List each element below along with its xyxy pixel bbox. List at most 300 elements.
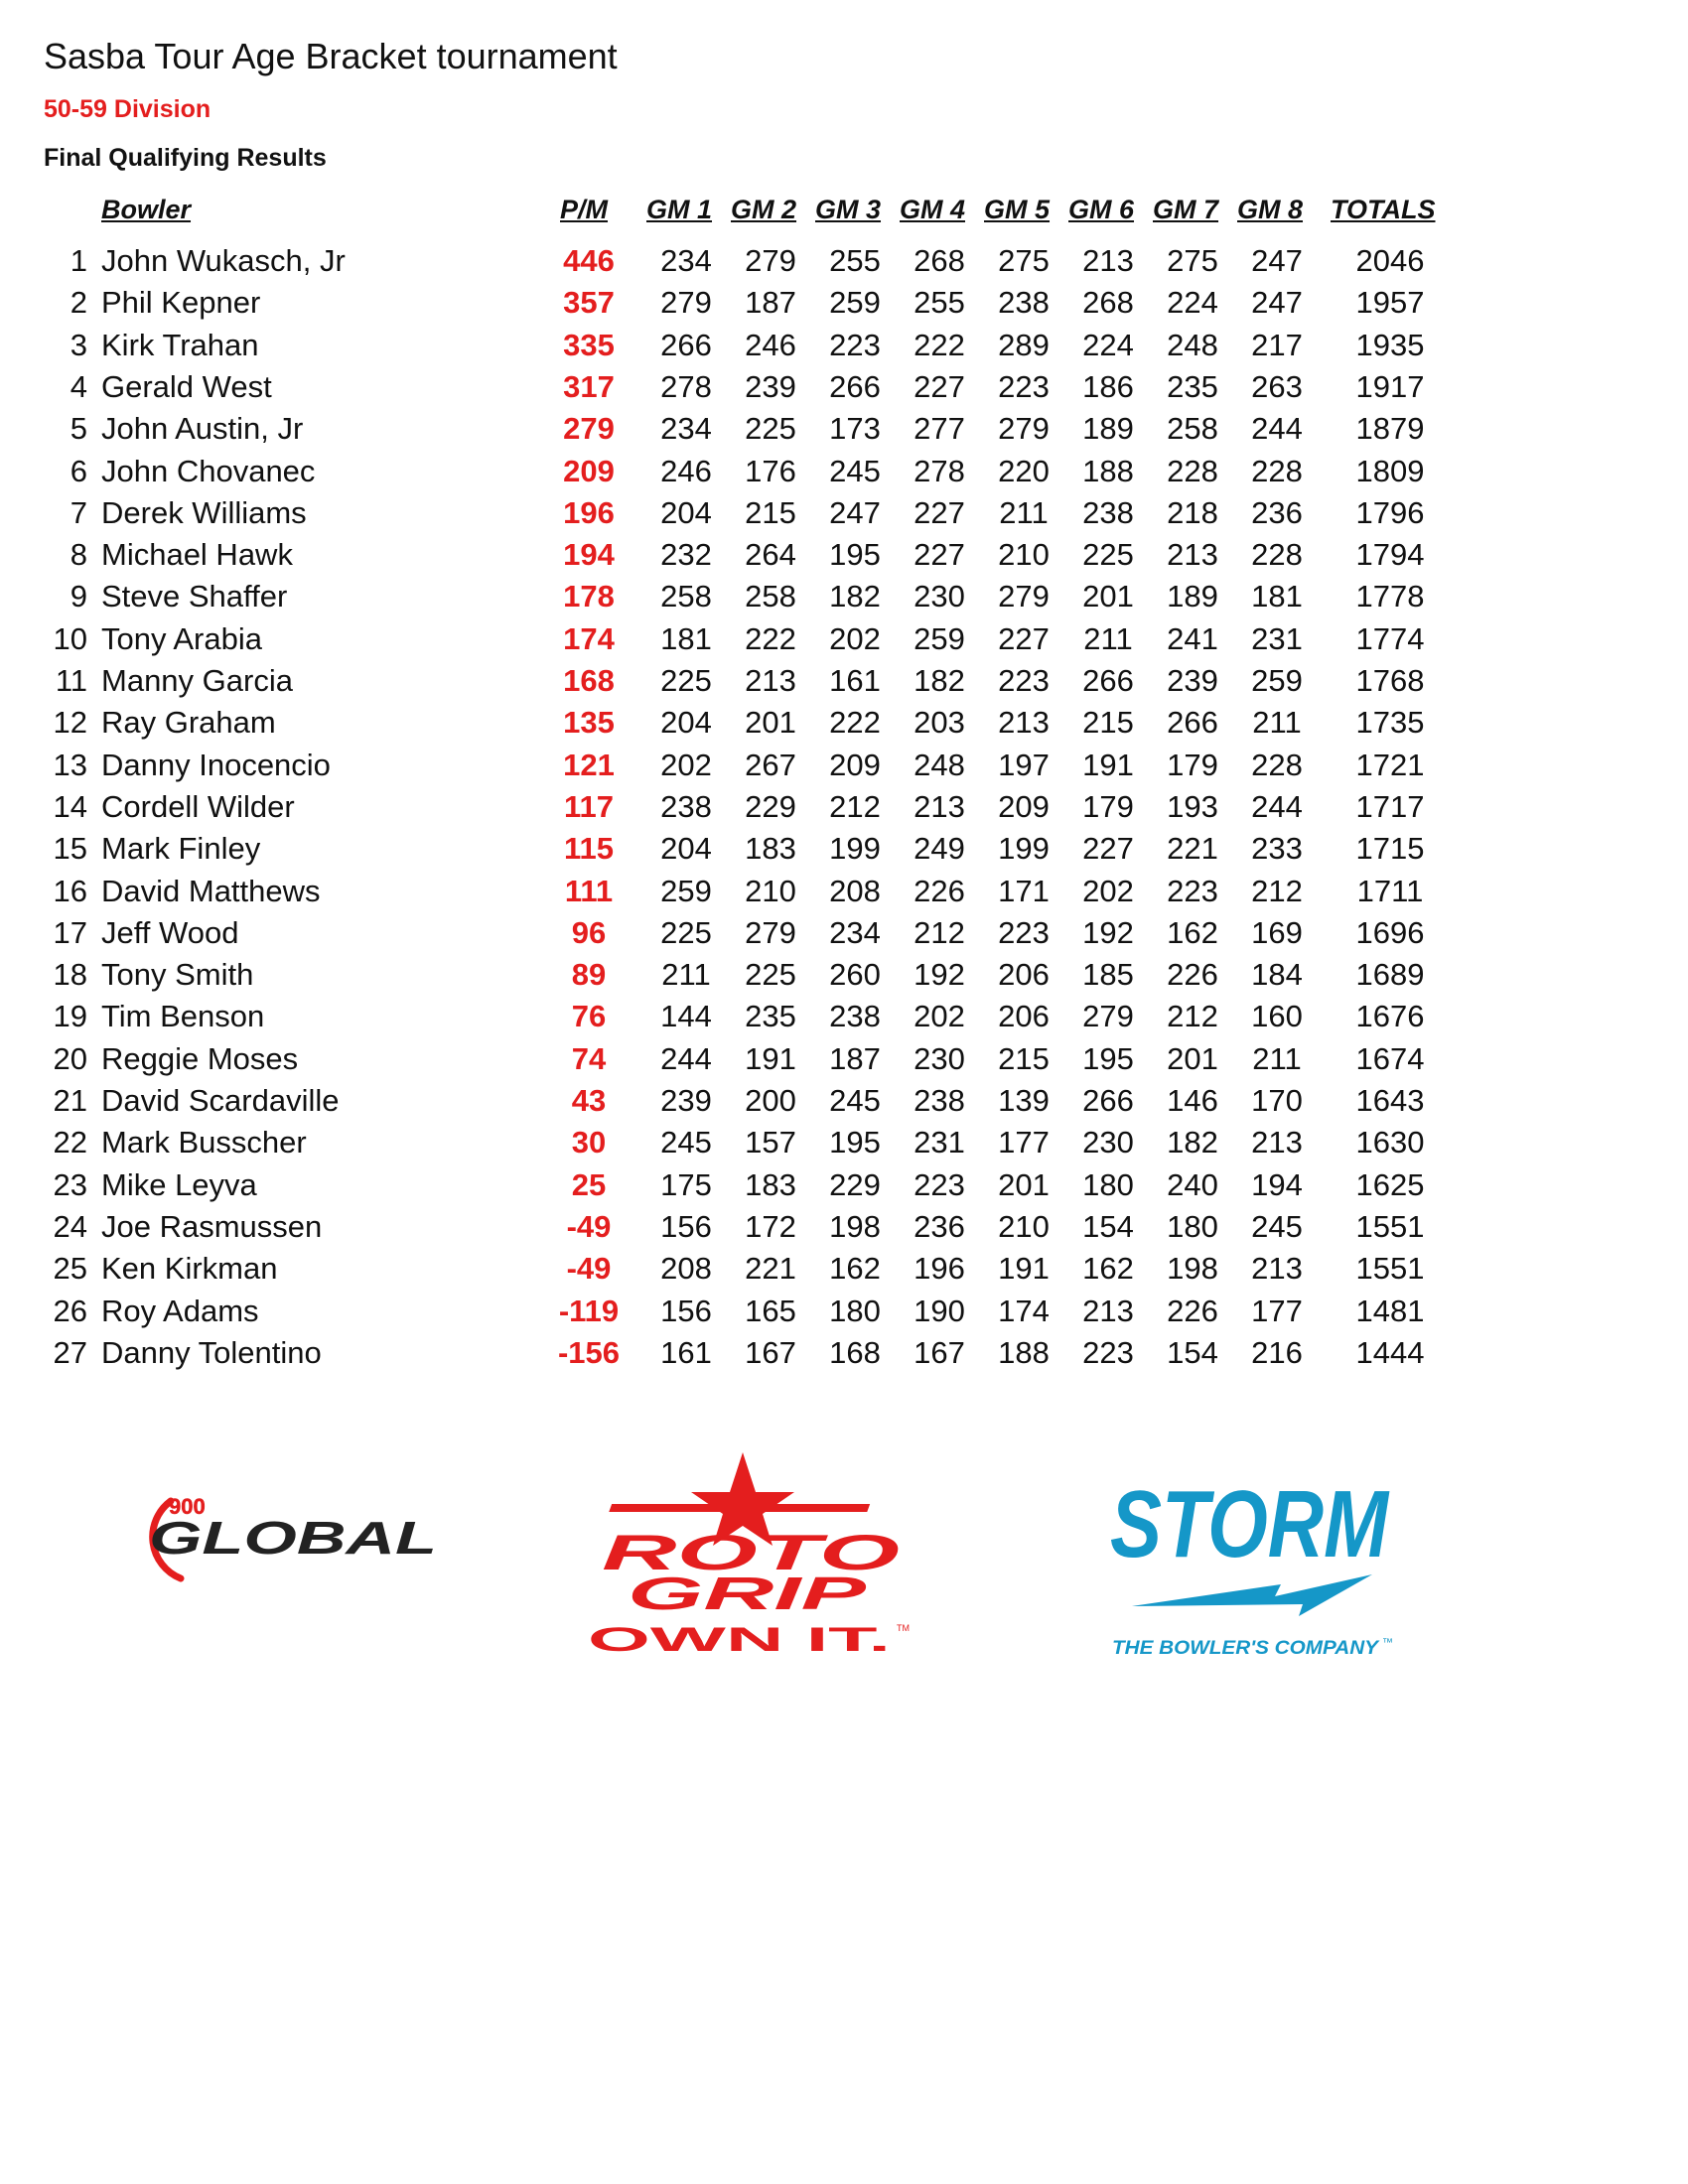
rank-cell: 1 <box>70 243 87 278</box>
rank-cell: 18 <box>53 957 87 993</box>
bowler-name-cell: David Matthews <box>101 873 321 908</box>
game-4-cell: 223 <box>914 1166 965 1202</box>
game-5-cell: 174 <box>998 1293 1050 1328</box>
game-4-cell: 277 <box>914 411 965 447</box>
pm-cell: 76 <box>571 999 607 1034</box>
game-7-cell: 240 <box>1167 1166 1218 1202</box>
game-1-cell: 181 <box>660 620 712 656</box>
rank-cell: 4 <box>70 368 87 404</box>
rank-cell: 12 <box>53 705 87 741</box>
game-6-cell: 213 <box>1082 1293 1134 1328</box>
game-5-cell: 279 <box>998 579 1050 614</box>
game-4-cell: 182 <box>914 663 965 698</box>
game-1-cell: 232 <box>660 537 712 573</box>
game-2-cell: 222 <box>745 620 796 656</box>
game-1-cell: 202 <box>660 747 712 782</box>
game-5-cell: 199 <box>998 831 1050 867</box>
game-8-cell: 181 <box>1251 579 1303 614</box>
game-4-cell: 167 <box>914 1334 965 1370</box>
game-8-cell: 263 <box>1251 368 1303 404</box>
game-6-cell: 188 <box>1082 453 1134 488</box>
game-6-cell: 213 <box>1082 243 1134 278</box>
pm-cell: 115 <box>563 831 614 867</box>
total-cell: 1796 <box>1355 494 1425 530</box>
rotogrip-tagline: OWN IT. <box>588 1621 891 1659</box>
total-cell: 1809 <box>1355 453 1425 488</box>
total-cell: 1444 <box>1355 1334 1425 1370</box>
game-8-cell: 244 <box>1251 788 1303 824</box>
game-6-cell: 202 <box>1082 873 1134 908</box>
total-cell: 1721 <box>1355 747 1425 782</box>
game-5-cell: 279 <box>998 411 1050 447</box>
game-5-cell: 206 <box>998 999 1050 1034</box>
pm-cell: 196 <box>563 494 615 530</box>
total-cell: 1715 <box>1355 831 1425 867</box>
bowler-name-cell: David Scardaville <box>101 1083 340 1118</box>
game-6-cell: 154 <box>1082 1208 1134 1244</box>
results-subtitle: Final Qualifying Results <box>44 144 327 172</box>
game-4-cell: 230 <box>914 1040 965 1076</box>
game-6-cell: 230 <box>1082 1125 1134 1160</box>
game-1-cell: 225 <box>660 914 712 950</box>
game-6-cell: 266 <box>1082 1083 1134 1118</box>
game-3-cell: 223 <box>829 327 881 362</box>
game-4-cell: 248 <box>914 747 965 782</box>
game-3-cell: 187 <box>829 1040 881 1076</box>
game-7-cell: 258 <box>1167 411 1218 447</box>
game-7-cell: 213 <box>1167 537 1218 573</box>
table-row <box>0 874 1489 915</box>
bowler-name-cell: Gerald West <box>101 368 272 404</box>
game-6-cell: 191 <box>1082 747 1134 782</box>
column-header-gm4: GM 4 <box>900 195 966 224</box>
game-7-cell: 223 <box>1167 873 1218 908</box>
game-4-cell: 249 <box>914 831 965 867</box>
game-5-cell: 139 <box>998 1083 1050 1118</box>
bowler-name-cell: Mark Finley <box>101 831 261 867</box>
rank-cell: 10 <box>53 620 87 656</box>
game-6-cell: 215 <box>1082 705 1134 741</box>
game-2-cell: 176 <box>745 453 796 488</box>
game-2-cell: 213 <box>745 663 796 698</box>
table-row <box>0 495 1489 537</box>
game-2-cell: 279 <box>745 914 796 950</box>
lightning-bolt-icon <box>1132 1574 1372 1616</box>
total-cell: 1774 <box>1355 620 1425 656</box>
bowler-name-cell: Derek Williams <box>101 494 307 530</box>
game-7-cell: 154 <box>1167 1334 1218 1370</box>
game-3-cell: 255 <box>829 243 881 278</box>
game-6-cell: 185 <box>1082 957 1134 993</box>
bowler-name-cell: John Austin, Jr <box>101 411 304 447</box>
game-4-cell: 230 <box>914 579 965 614</box>
total-cell: 1676 <box>1355 999 1425 1034</box>
game-4-cell: 268 <box>914 243 965 278</box>
column-header-gm2: GM 2 <box>731 195 797 224</box>
game-3-cell: 161 <box>829 663 881 698</box>
total-cell: 1551 <box>1355 1251 1425 1287</box>
rank-cell: 23 <box>53 1166 87 1202</box>
game-7-cell: 239 <box>1167 663 1218 698</box>
game-8-cell: 247 <box>1251 285 1303 321</box>
game-3-cell: 173 <box>829 411 881 447</box>
game-6-cell: 266 <box>1082 663 1134 698</box>
game-2-cell: 246 <box>745 327 796 362</box>
rank-cell: 24 <box>53 1208 87 1244</box>
table-row <box>0 328 1489 369</box>
pm-cell: 121 <box>563 747 615 782</box>
table-row <box>0 579 1489 620</box>
game-4-cell: 231 <box>914 1125 965 1160</box>
rank-cell: 25 <box>53 1251 87 1287</box>
game-3-cell: 198 <box>829 1208 881 1244</box>
table-row <box>0 831 1489 873</box>
game-2-cell: 229 <box>745 788 796 824</box>
game-2-cell: 200 <box>745 1083 796 1118</box>
game-7-cell: 193 <box>1167 788 1218 824</box>
game-5-cell: 210 <box>998 1208 1050 1244</box>
bowler-name-cell: Joe Rasmussen <box>101 1208 323 1244</box>
column-header-totals: TOTALS <box>1331 195 1436 224</box>
rank-cell: 7 <box>70 494 87 530</box>
pm-cell: 209 <box>563 453 615 488</box>
game-2-cell: 279 <box>745 243 796 278</box>
game-8-cell: 228 <box>1251 747 1303 782</box>
rank-cell: 9 <box>70 579 87 614</box>
rank-cell: 15 <box>53 831 87 867</box>
game-6-cell: 224 <box>1082 327 1134 362</box>
table-row <box>0 369 1489 411</box>
game-8-cell: 217 <box>1251 327 1303 362</box>
rank-cell: 16 <box>53 873 87 908</box>
table-row <box>0 1167 1489 1209</box>
game-3-cell: 195 <box>829 1125 881 1160</box>
game-8-cell: 177 <box>1251 1293 1303 1328</box>
game-2-cell: 165 <box>745 1293 796 1328</box>
pm-cell: 446 <box>563 243 615 278</box>
game-7-cell: 226 <box>1167 957 1218 993</box>
bowler-name-cell: Cordell Wilder <box>101 788 295 824</box>
game-7-cell: 248 <box>1167 327 1218 362</box>
game-7-cell: 266 <box>1167 705 1218 741</box>
total-cell: 1643 <box>1355 1083 1425 1118</box>
division-label: 50-59 Division <box>44 95 211 123</box>
table-row <box>0 705 1489 747</box>
game-6-cell: 225 <box>1082 537 1134 573</box>
table-row <box>0 789 1489 831</box>
game-4-cell: 222 <box>914 327 965 362</box>
game-2-cell: 267 <box>745 747 796 782</box>
game-8-cell: 211 <box>1252 1040 1302 1076</box>
game-5-cell: 206 <box>998 957 1050 993</box>
game-5-cell: 215 <box>998 1040 1050 1076</box>
rank-cell: 27 <box>53 1334 87 1370</box>
game-8-cell: 211 <box>1252 705 1302 741</box>
rank-cell: 6 <box>70 453 87 488</box>
game-5-cell: 289 <box>998 327 1050 362</box>
column-header-pm: P/M <box>560 195 609 224</box>
game-7-cell: 180 <box>1167 1208 1218 1244</box>
pm-cell: -119 <box>558 1293 620 1328</box>
game-8-cell: 212 <box>1251 873 1303 908</box>
game-8-cell: 247 <box>1251 243 1303 278</box>
game-1-cell: 259 <box>660 873 712 908</box>
total-cell: 1957 <box>1355 285 1425 321</box>
pm-cell: 89 <box>571 957 607 993</box>
bowler-name-cell: Phil Kepner <box>101 285 261 321</box>
game-3-cell: 238 <box>829 999 881 1034</box>
game-1-cell: 245 <box>660 1125 712 1160</box>
bowler-name-cell: Jeff Wood <box>101 914 239 950</box>
table-row <box>0 1294 1489 1335</box>
game-6-cell: 179 <box>1082 788 1134 824</box>
game-5-cell: 201 <box>998 1166 1050 1202</box>
global-number: 900 <box>169 1494 206 1519</box>
game-1-cell: 161 <box>660 1334 712 1370</box>
game-1-cell: 156 <box>660 1293 712 1328</box>
pm-cell: 335 <box>563 327 615 362</box>
game-7-cell: 226 <box>1167 1293 1218 1328</box>
game-6-cell: 162 <box>1082 1251 1134 1287</box>
table-row <box>0 454 1489 495</box>
bowler-name-cell: Mark Busscher <box>101 1125 307 1160</box>
pm-cell: 30 <box>571 1125 607 1160</box>
rank-cell: 21 <box>53 1083 87 1118</box>
game-6-cell: 189 <box>1082 411 1134 447</box>
bowler-name-cell: Roy Adams <box>101 1293 259 1328</box>
total-cell: 1689 <box>1355 957 1425 993</box>
game-7-cell: 221 <box>1167 831 1218 867</box>
game-5-cell: 171 <box>998 873 1050 908</box>
game-7-cell: 179 <box>1167 747 1218 782</box>
game-5-cell: 209 <box>998 788 1050 824</box>
total-cell: 2046 <box>1355 243 1425 278</box>
game-1-cell: 234 <box>660 243 712 278</box>
game-7-cell: 275 <box>1167 243 1218 278</box>
game-5-cell: 220 <box>998 453 1050 488</box>
game-6-cell: 227 <box>1082 831 1134 867</box>
total-cell: 1717 <box>1355 788 1425 824</box>
pm-cell: 111 <box>564 873 614 908</box>
game-2-cell: 215 <box>745 494 796 530</box>
game-2-cell: 210 <box>745 873 796 908</box>
game-1-cell: 234 <box>660 411 712 447</box>
game-5-cell: 211 <box>999 494 1049 530</box>
game-5-cell: 223 <box>998 368 1050 404</box>
rank-cell: 3 <box>70 327 87 362</box>
game-5-cell: 223 <box>998 914 1050 950</box>
game-7-cell: 182 <box>1167 1125 1218 1160</box>
game-4-cell: 213 <box>914 788 965 824</box>
game-5-cell: 191 <box>998 1251 1050 1287</box>
bowler-name-cell: Ray Graham <box>101 705 276 741</box>
game-3-cell: 208 <box>829 873 881 908</box>
game-5-cell: 238 <box>998 285 1050 321</box>
pm-cell: 43 <box>571 1083 607 1118</box>
game-7-cell: 162 <box>1167 914 1218 950</box>
total-cell: 1630 <box>1355 1125 1425 1160</box>
rank-cell: 8 <box>70 537 87 573</box>
game-6-cell: 279 <box>1082 999 1134 1034</box>
game-1-cell: 238 <box>660 788 712 824</box>
global-wordmark: GLOBAL <box>149 1512 437 1564</box>
bowler-name-cell: Ken Kirkman <box>101 1251 278 1287</box>
game-5-cell: 197 <box>998 747 1050 782</box>
game-6-cell: 211 <box>1083 620 1133 656</box>
900-global-logo <box>119 1479 447 1598</box>
game-2-cell: 183 <box>745 831 796 867</box>
game-2-cell: 201 <box>745 705 796 741</box>
pm-cell: 178 <box>563 579 615 614</box>
game-1-cell: 204 <box>660 705 712 741</box>
rank-cell: 19 <box>53 999 87 1034</box>
bowler-name-cell: Michael Hawk <box>101 537 293 573</box>
game-4-cell: 278 <box>914 453 965 488</box>
total-cell: 1696 <box>1355 914 1425 950</box>
page-title: Sasba Tour Age Bracket tournament <box>44 36 618 76</box>
game-2-cell: 191 <box>745 1040 796 1076</box>
table-row <box>0 1251 1489 1293</box>
game-8-cell: 245 <box>1251 1208 1303 1244</box>
game-8-cell: 236 <box>1251 494 1303 530</box>
game-8-cell: 216 <box>1251 1334 1303 1370</box>
game-8-cell: 160 <box>1251 999 1303 1034</box>
table-row <box>0 748 1489 789</box>
total-cell: 1794 <box>1355 537 1425 573</box>
rank-cell: 22 <box>53 1125 87 1160</box>
game-5-cell: 177 <box>998 1125 1050 1160</box>
game-6-cell: 195 <box>1082 1040 1134 1076</box>
column-header-gm3: GM 3 <box>815 195 882 224</box>
game-8-cell: 228 <box>1251 453 1303 488</box>
column-header-gm1: GM 1 <box>646 195 713 224</box>
total-cell: 1711 <box>1356 873 1424 908</box>
total-cell: 1879 <box>1355 411 1425 447</box>
game-5-cell: 210 <box>998 537 1050 573</box>
game-3-cell: 209 <box>829 747 881 782</box>
game-7-cell: 212 <box>1167 999 1218 1034</box>
column-header-gm6: GM 6 <box>1068 195 1135 224</box>
column-header-gm7: GM 7 <box>1153 195 1219 224</box>
bowler-name-cell: Tony Arabia <box>101 620 262 656</box>
game-5-cell: 275 <box>998 243 1050 278</box>
game-1-cell: 204 <box>660 831 712 867</box>
table-row <box>0 1041 1489 1083</box>
game-4-cell: 190 <box>914 1293 965 1328</box>
game-8-cell: 170 <box>1251 1083 1303 1118</box>
game-4-cell: 236 <box>914 1208 965 1244</box>
game-3-cell: 259 <box>829 285 881 321</box>
game-2-cell: 172 <box>745 1208 796 1244</box>
table-row <box>0 1125 1489 1166</box>
game-1-cell: 258 <box>660 579 712 614</box>
pm-cell: 168 <box>563 663 615 698</box>
game-3-cell: 245 <box>829 1083 881 1118</box>
table-row <box>0 1083 1489 1125</box>
game-3-cell: 234 <box>829 914 881 950</box>
pm-cell: 25 <box>571 1166 607 1202</box>
game-1-cell: 279 <box>660 285 712 321</box>
pm-cell: 74 <box>571 1040 607 1076</box>
total-cell: 1917 <box>1355 368 1425 404</box>
rank-cell: 5 <box>70 411 87 447</box>
bowler-name-cell: Tony Smith <box>101 957 254 993</box>
bowler-name-cell: Danny Inocencio <box>101 747 331 782</box>
game-7-cell: 228 <box>1167 453 1218 488</box>
game-5-cell: 188 <box>998 1334 1050 1370</box>
pm-cell: -49 <box>566 1251 612 1287</box>
game-1-cell: 266 <box>660 327 712 362</box>
rank-cell: 26 <box>53 1293 87 1328</box>
game-1-cell: 144 <box>660 999 712 1034</box>
table-row <box>0 1209 1489 1251</box>
game-1-cell: 246 <box>660 453 712 488</box>
table-row <box>0 411 1489 453</box>
game-1-cell: 204 <box>660 494 712 530</box>
pm-cell: 117 <box>563 788 614 824</box>
total-cell: 1481 <box>1355 1293 1425 1328</box>
total-cell: 1674 <box>1355 1040 1425 1076</box>
game-8-cell: 213 <box>1251 1125 1303 1160</box>
game-2-cell: 157 <box>745 1125 796 1160</box>
table-row <box>0 999 1489 1040</box>
game-5-cell: 223 <box>998 663 1050 698</box>
rank-cell: 2 <box>70 285 87 321</box>
bowler-name-cell: John Wukasch, Jr <box>101 243 346 278</box>
game-4-cell: 192 <box>914 957 965 993</box>
table-row <box>0 621 1489 663</box>
game-3-cell: 168 <box>829 1334 881 1370</box>
game-1-cell: 244 <box>660 1040 712 1076</box>
bowler-name-cell: Danny Tolentino <box>101 1334 322 1370</box>
game-1-cell: 156 <box>660 1208 712 1244</box>
bowler-name-cell: Manny Garcia <box>101 663 293 698</box>
game-7-cell: 218 <box>1167 494 1218 530</box>
pm-cell: 279 <box>563 411 615 447</box>
game-6-cell: 192 <box>1082 914 1134 950</box>
pm-cell: -49 <box>566 1208 612 1244</box>
game-2-cell: 221 <box>745 1251 796 1287</box>
pm-cell: 357 <box>563 285 615 321</box>
game-4-cell: 202 <box>914 999 965 1034</box>
game-4-cell: 255 <box>914 285 965 321</box>
game-2-cell: 225 <box>745 957 796 993</box>
game-5-cell: 213 <box>998 705 1050 741</box>
game-6-cell: 186 <box>1082 368 1134 404</box>
column-header-gm5: GM 5 <box>984 195 1051 224</box>
game-6-cell: 223 <box>1082 1334 1134 1370</box>
game-2-cell: 225 <box>745 411 796 447</box>
game-3-cell: 212 <box>829 788 881 824</box>
game-7-cell: 189 <box>1167 579 1218 614</box>
game-2-cell: 235 <box>745 999 796 1034</box>
storm-logo <box>1104 1457 1412 1666</box>
game-8-cell: 244 <box>1251 411 1303 447</box>
bowler-name-cell: Steve Shaffer <box>101 579 288 614</box>
table-row <box>0 915 1489 957</box>
game-4-cell: 212 <box>914 914 965 950</box>
game-3-cell: 202 <box>829 620 881 656</box>
pm-cell: 135 <box>563 705 615 741</box>
game-2-cell: 258 <box>745 579 796 614</box>
game-3-cell: 180 <box>829 1293 881 1328</box>
bowler-name-cell: John Chovanec <box>101 453 316 488</box>
game-4-cell: 259 <box>914 620 965 656</box>
game-4-cell: 203 <box>914 705 965 741</box>
game-3-cell: 182 <box>829 579 881 614</box>
table-row <box>0 285 1489 327</box>
game-1-cell: 225 <box>660 663 712 698</box>
